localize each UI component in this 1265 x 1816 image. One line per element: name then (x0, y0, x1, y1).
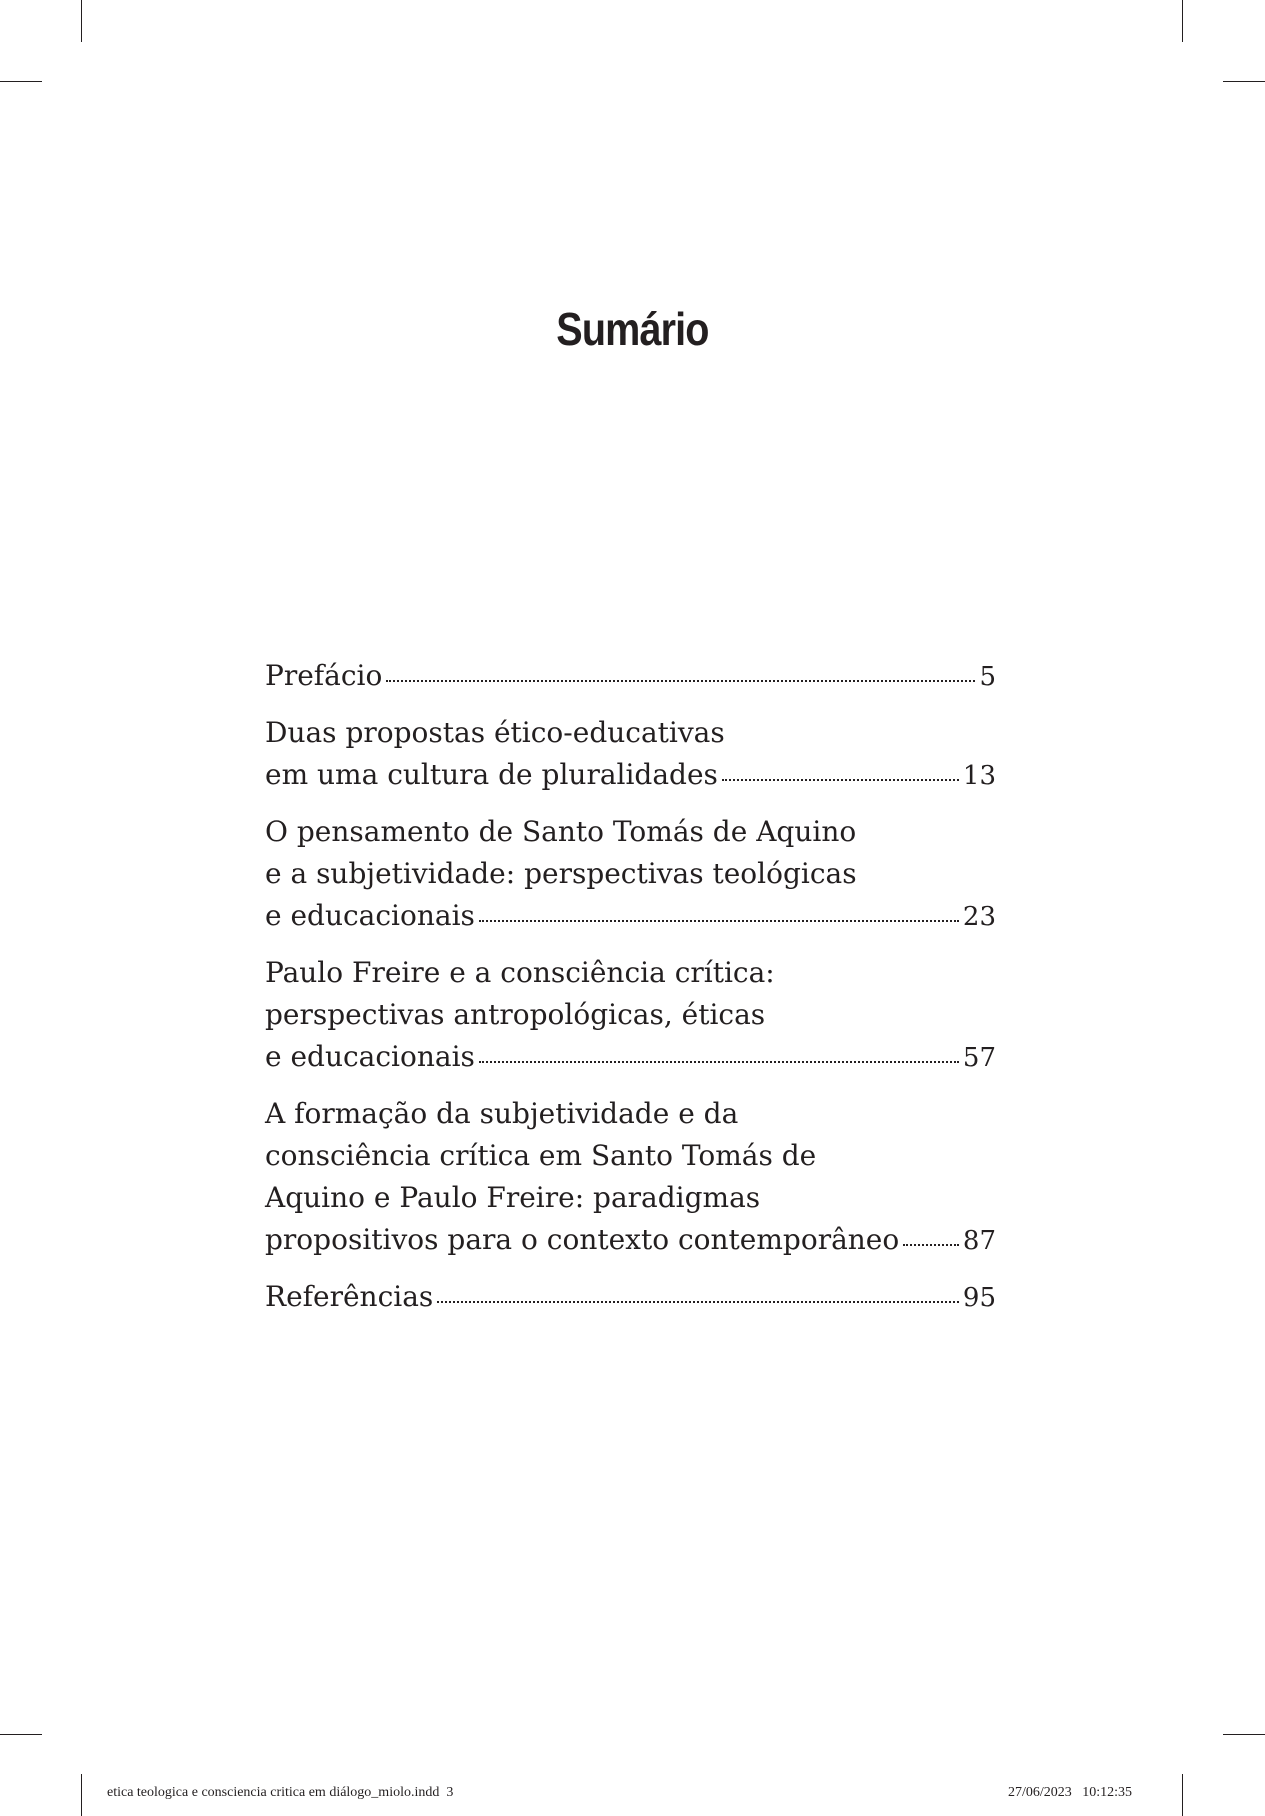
toc-entry-title-line: e educacionais (265, 899, 475, 932)
toc-entry (265, 811, 996, 938)
footer-time: 10:12:35 (1082, 1785, 1133, 1800)
crop-mark-right-bottom (1223, 1734, 1265, 1735)
toc-entry-title-line: Paulo Freire e a consciência crítica: (265, 956, 775, 989)
toc-entry-page-number: 95 (962, 1283, 996, 1313)
toc-entry-title-line: Aquino e Paulo Freire: paradigmas (265, 1181, 761, 1214)
crop-mark-left-bottom (0, 1734, 42, 1735)
toc-entry-last-line (265, 895, 996, 938)
toc-entry-title-line: perspectivas antropológicas, éticas (265, 998, 766, 1031)
crop-mark-left-top (0, 81, 42, 82)
toc-entry-page-number: 87 (962, 1226, 996, 1256)
toc-entry-last-line (265, 655, 996, 698)
footer-page-number: 3 (446, 1785, 454, 1800)
toc-entry-page-number: 57 (962, 1043, 996, 1073)
toc-entry (265, 712, 996, 797)
footer-filename-block (107, 1785, 453, 1801)
toc-entry-last-line (265, 1276, 996, 1319)
toc-entry-title-line: Referências (265, 1280, 434, 1313)
toc-entry (265, 655, 996, 698)
toc-entry-last-line (265, 754, 996, 797)
toc-entry-page-number: 5 (979, 662, 996, 692)
crop-mark-bottom-right (1182, 1774, 1183, 1816)
footer-date: 27/06/2023 (1008, 1785, 1072, 1800)
crop-mark-right-top (1223, 81, 1265, 82)
page-title: Sumário (556, 302, 709, 355)
dot-leader (903, 1244, 959, 1246)
dot-leader (479, 1061, 959, 1063)
toc-entry (265, 952, 996, 1079)
toc-entry-title-line: consciência crítica em Santo Tomás de (265, 1139, 817, 1172)
toc-entry-page-number: 23 (962, 902, 996, 932)
dot-leader (722, 779, 959, 781)
toc-entry-title-line: e a subjetividade: perspectivas teológicas (265, 857, 857, 890)
toc-entry (265, 1276, 996, 1319)
toc-entry-title-line: propositivos para o contexto contemporâneo (265, 1223, 900, 1256)
toc-entry-last-line (265, 1219, 996, 1262)
toc-entry-title-line: Prefácio (265, 659, 383, 692)
toc-entry-title-line: A formação da subjetividade e da (265, 1097, 739, 1130)
dot-leader (386, 680, 975, 682)
crop-mark-bottom-left (81, 1774, 82, 1816)
dot-leader (437, 1301, 959, 1303)
toc-entry-last-line (265, 1036, 996, 1079)
crop-mark-top-right (1182, 0, 1183, 42)
toc-entry-page-number: 13 (962, 761, 996, 791)
toc-entry-title-line: em uma cultura de pluralidades (265, 758, 718, 791)
toc-entry-title-line: e educacionais (265, 1040, 475, 1073)
toc-entry-title-line: Duas propostas ético-educativas (265, 716, 725, 749)
dot-leader (479, 920, 959, 922)
crop-mark-top-left (81, 0, 82, 42)
toc-entry-title-line: O pensamento de Santo Tomás de Aquino (265, 815, 857, 848)
footer-filename: etica teologica e consciencia critica em diálogo_miolo.indd (107, 1785, 440, 1800)
table-of-contents (265, 655, 996, 1333)
toc-entry (265, 1093, 996, 1262)
footer-timestamp-block (1008, 1785, 1132, 1801)
